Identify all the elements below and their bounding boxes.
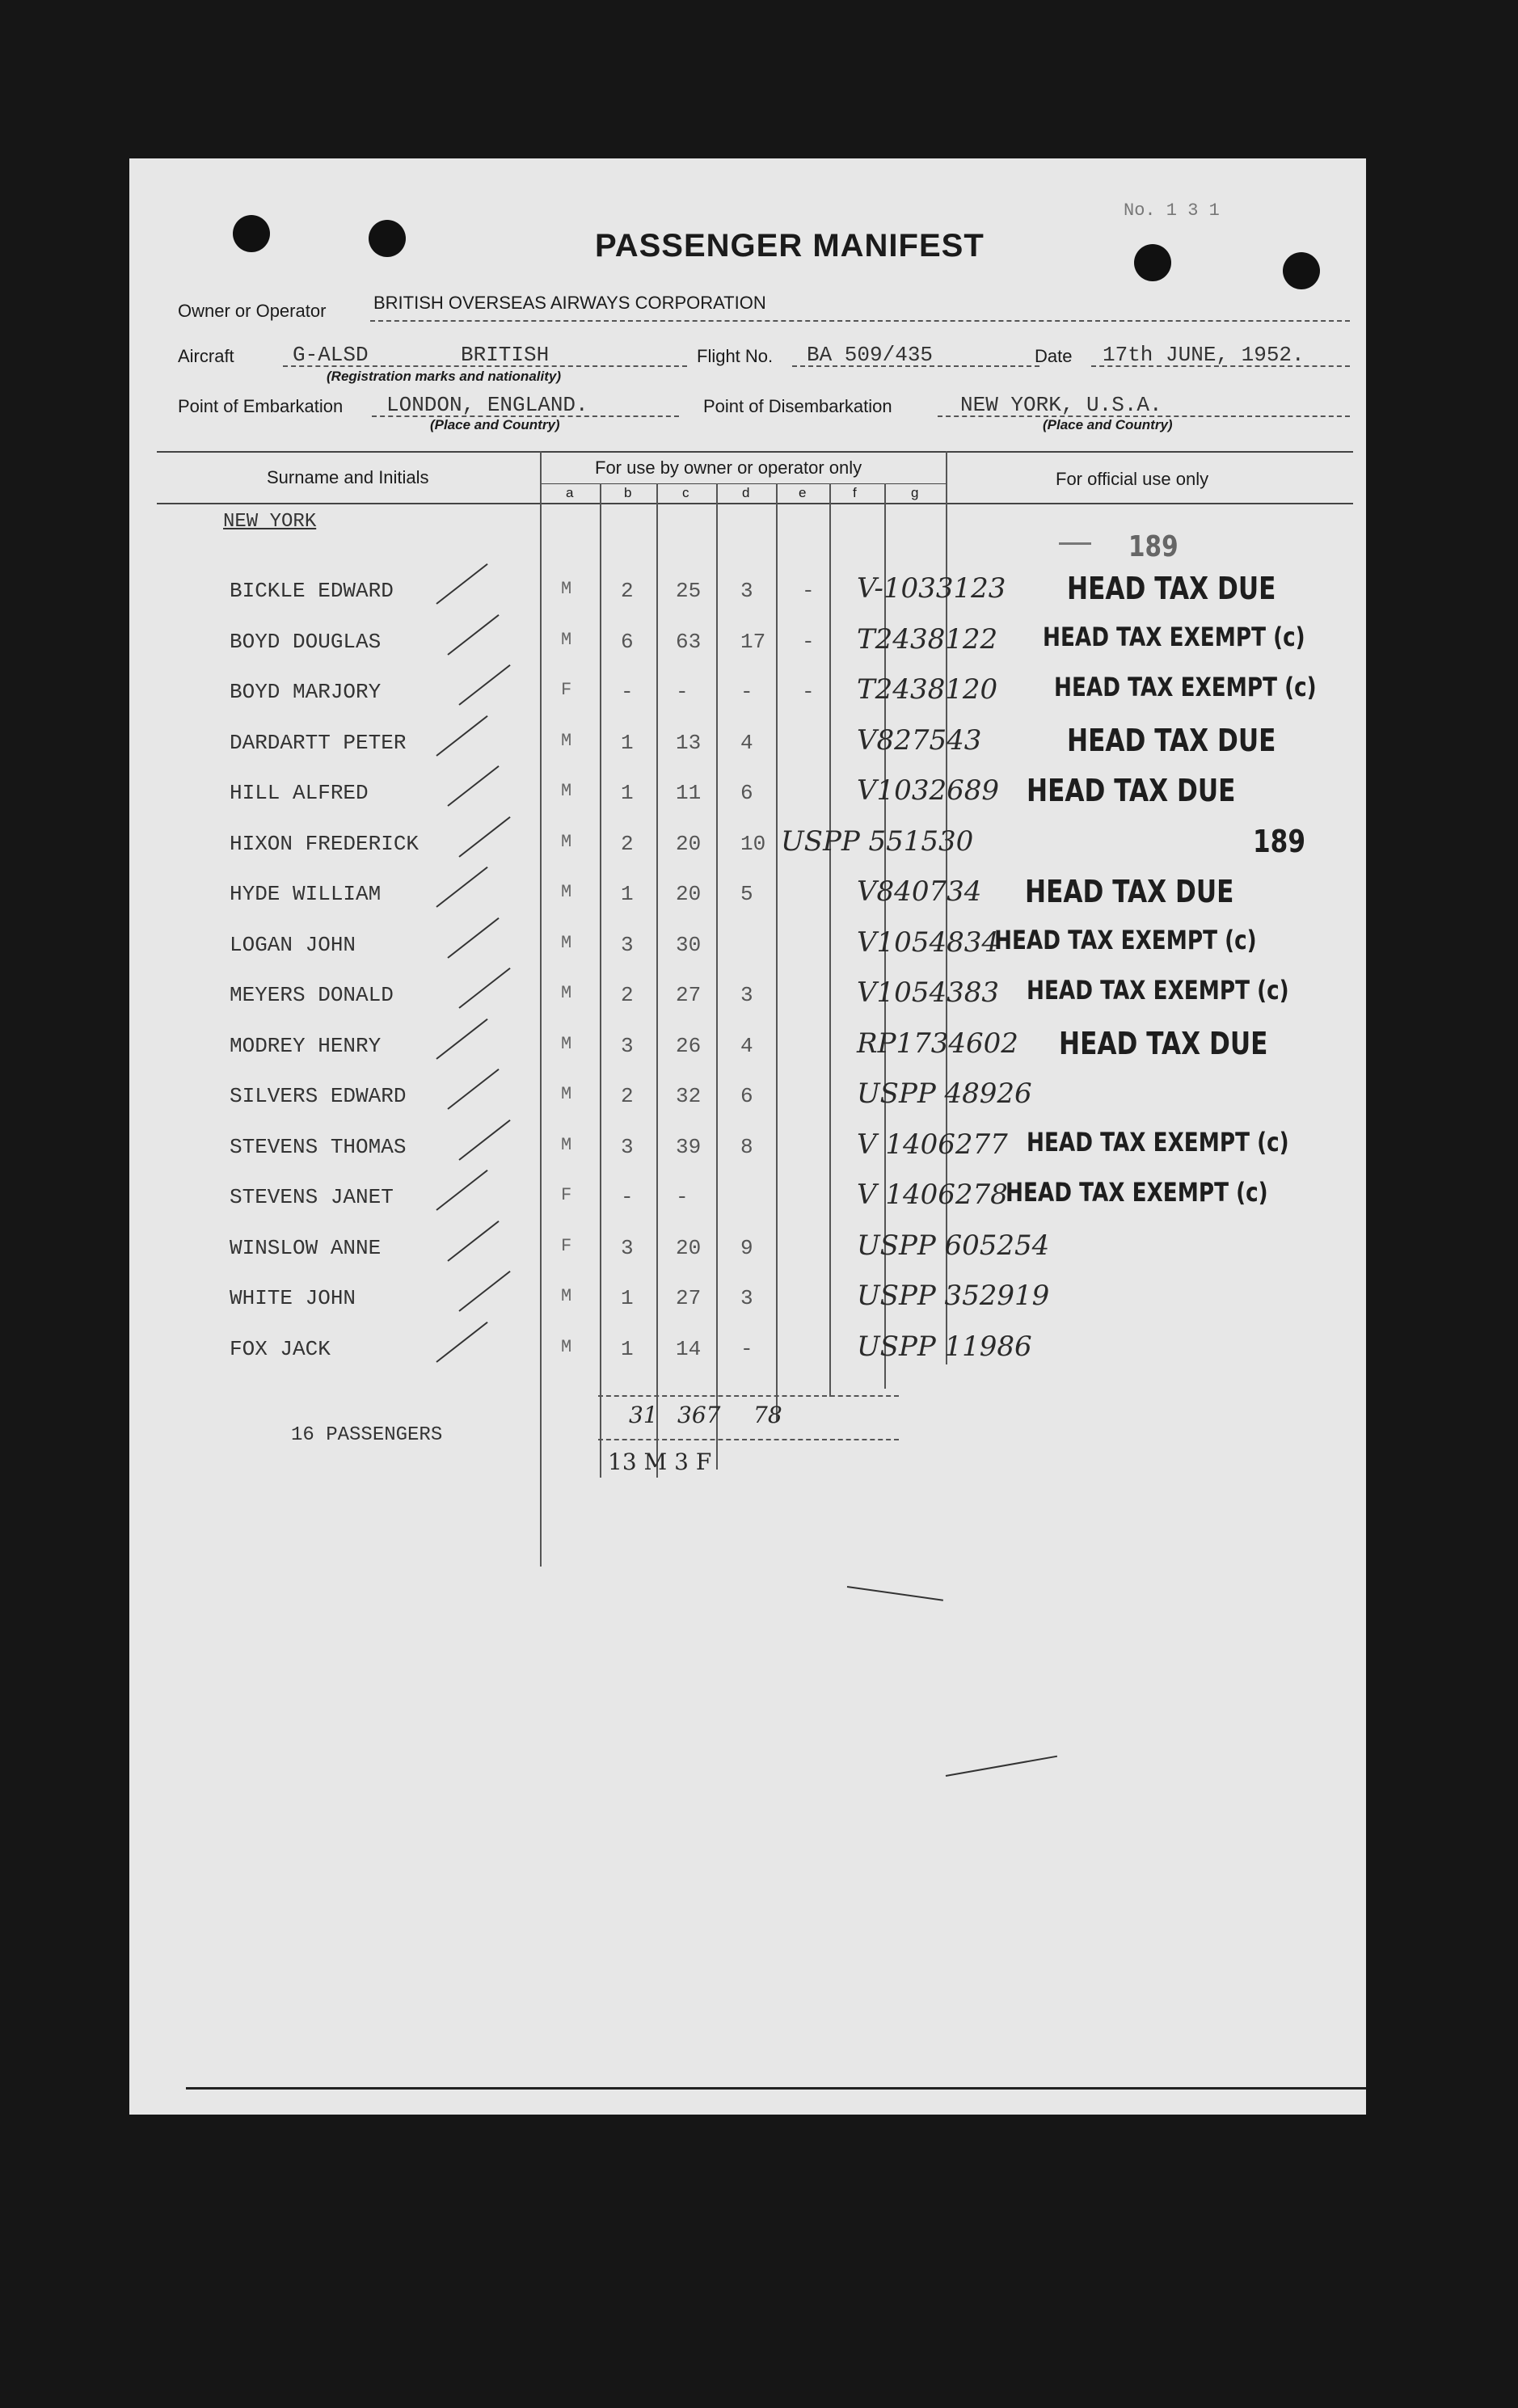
official-stamp-number: 189: [1128, 530, 1179, 563]
table-row-name: BICKLE EDWARD: [230, 579, 394, 603]
table-row-name: MEYERS DONALD: [230, 983, 394, 1007]
table-row-name: SILVERS EDWARD: [230, 1084, 407, 1108]
table-cell-document: V1054383: [857, 976, 999, 1009]
table-cell-a: M: [561, 1034, 572, 1054]
table-cell-b: 1: [621, 882, 634, 906]
table-cell-c: 26: [676, 1034, 702, 1058]
official-stamp: HEAD TAX DUE: [1027, 773, 1236, 808]
table-cell-b: 1: [621, 781, 634, 805]
table-cell-c: 13: [676, 731, 702, 755]
table-cell-b: 1: [621, 731, 634, 755]
table-cell-e: -: [802, 680, 815, 704]
date-label: Date: [1035, 346, 1073, 366]
disembarkation-sub: (Place and Country): [1043, 417, 1173, 432]
table-row-name: WINSLOW ANNE: [230, 1236, 382, 1260]
table-cell-b: -: [621, 680, 634, 704]
table-cell-d: 6: [740, 1084, 753, 1108]
sub-col-b: b: [624, 485, 632, 500]
table-cell-document: USPP 551530: [781, 825, 974, 858]
aircraft-nationality: BRITISH: [461, 343, 550, 367]
total-d: 78: [753, 1402, 782, 1428]
sub-col-a: a: [566, 485, 574, 500]
official-stamp: HEAD TAX DUE: [1067, 571, 1276, 606]
table-cell-d: 8: [740, 1135, 753, 1159]
table-cell-d: 6: [740, 781, 753, 805]
table-cell-e: -: [802, 630, 815, 654]
table-cell-document: USPP 48926: [857, 1077, 1032, 1110]
date-value: 17th JUNE, 1952.: [1103, 343, 1305, 367]
table-row-name: STEVENS THOMAS: [230, 1135, 407, 1159]
punch-hole: [1134, 244, 1171, 281]
disembarkation-value: NEW YORK, U.S.A.: [960, 393, 1162, 417]
official-stamp: HEAD TAX EXEMPT (c): [1027, 1127, 1289, 1158]
official-stamp: HEAD TAX EXEMPT (c): [994, 925, 1257, 955]
table-row-name: WHITE JOHN: [230, 1286, 356, 1310]
table-cell-d: 3: [740, 579, 753, 603]
table-cell-c: 63: [676, 630, 702, 654]
table-cell-d: 17: [740, 630, 766, 654]
embarkation-label: Point of Embarkation: [178, 396, 344, 416]
table-cell-b: 6: [621, 630, 634, 654]
embarkation-value: LONDON, ENGLAND.: [386, 393, 588, 417]
disembarkation-label: Point of Disembarkation: [703, 396, 892, 416]
table-cell-d: 4: [740, 731, 753, 755]
table-cell-c: 27: [676, 983, 702, 1007]
table-cell-c: 20: [676, 832, 702, 856]
table-row-name: BOYD DOUGLAS: [230, 630, 382, 654]
table-cell-a: F: [561, 680, 572, 700]
table-cell-document: USPP 11986: [857, 1331, 1032, 1363]
sub-col-c: c: [682, 485, 689, 500]
table-cell-a: M: [561, 781, 572, 801]
table-cell-c: 30: [676, 933, 702, 957]
table-cell-document: USPP 605254: [857, 1229, 1050, 1262]
embarkation-sub: (Place and Country): [430, 417, 560, 432]
owner-value: BRITISH OVERSEAS AIRWAYS CORPORATION: [373, 293, 766, 313]
table-cell-a: M: [561, 1084, 572, 1104]
aircraft-registration: G-ALSD: [293, 343, 369, 367]
table-cell-c: 39: [676, 1135, 702, 1159]
col-official-header: For official use only: [1056, 469, 1209, 489]
table-cell-document: V827543: [857, 724, 982, 757]
flight-number: BA 509/435: [807, 343, 934, 367]
table-cell-b: 2: [621, 579, 634, 603]
table-cell-d: 9: [740, 1236, 753, 1260]
table-cell-a: M: [561, 731, 572, 751]
col-owner-header: For use by owner or operator only: [595, 458, 862, 478]
table-cell-a: M: [561, 983, 572, 1003]
table-cell-b: -: [621, 1185, 634, 1209]
table-row-name: MODREY HENRY: [230, 1034, 382, 1058]
table-cell-c: 32: [676, 1084, 702, 1108]
official-stamp: HEAD TAX DUE: [1059, 1026, 1268, 1061]
table-cell-d: 3: [740, 1286, 753, 1310]
table-row-name: LOGAN JOHN: [230, 933, 356, 957]
punch-hole: [1283, 252, 1320, 289]
destination-heading: NEW YORK: [223, 511, 317, 533]
table-cell-document: V 1406278: [857, 1179, 1008, 1211]
table-cell-b: 2: [621, 832, 634, 856]
table-cell-a: M: [561, 1286, 572, 1306]
sub-col-g: g: [911, 485, 919, 500]
total-c: 367: [677, 1402, 721, 1428]
aircraft-label: Aircraft: [178, 346, 234, 366]
total-passengers-label: 16 PASSENGERS: [291, 1424, 443, 1446]
table-row-name: HIXON FREDERICK: [230, 832, 420, 856]
table-cell-document: V1032689: [857, 774, 999, 807]
col-surname-header: Surname and Initials: [267, 467, 429, 487]
table-cell-a: M: [561, 882, 572, 902]
official-stamp: HEAD TAX EXEMPT (c): [1006, 1177, 1268, 1208]
flight-label: Flight No.: [697, 346, 774, 366]
page-title: PASSENGER MANIFEST: [595, 228, 985, 264]
official-stamp: HEAD TAX EXEMPT (c): [1027, 975, 1289, 1006]
table-cell-c: 11: [676, 781, 702, 805]
table-cell-a: F: [561, 1236, 572, 1256]
table-cell-c: 20: [676, 882, 702, 906]
table-cell-d: 3: [740, 983, 753, 1007]
table-cell-b: 1: [621, 1337, 634, 1361]
table-cell-d: 5: [740, 882, 753, 906]
table-row-name: HYDE WILLIAM: [230, 882, 382, 906]
table-cell-c: -: [676, 680, 689, 704]
sub-col-e: e: [799, 485, 807, 500]
table-cell-a: M: [561, 1337, 572, 1357]
table-cell-b: 3: [621, 933, 634, 957]
table-cell-c: 20: [676, 1236, 702, 1260]
table-row-name: HILL ALFRED: [230, 781, 369, 805]
table-cell-b: 1: [621, 1286, 634, 1310]
table-cell-d: 4: [740, 1034, 753, 1058]
table-cell-document: RP1734602: [857, 1027, 1018, 1060]
table-row-name: DARDARTT PETER: [230, 731, 407, 755]
table-row-name: BOYD MARJORY: [230, 680, 382, 704]
manifest-sheet: [129, 158, 1366, 2115]
official-stamp: HEAD TAX DUE: [1025, 874, 1234, 909]
sub-col-d: d: [742, 485, 750, 500]
table-cell-b: 3: [621, 1135, 634, 1159]
table-cell-d: -: [740, 680, 753, 704]
total-b: 31: [629, 1402, 658, 1428]
table-cell-c: 25: [676, 579, 702, 603]
table-cell-document: V 1406277: [857, 1128, 1008, 1161]
official-stamp: HEAD TAX DUE: [1067, 723, 1276, 758]
table-cell-document: T2438120: [857, 673, 998, 706]
official-stamp: HEAD TAX EXEMPT (c): [1054, 672, 1317, 702]
table-cell-c: 27: [676, 1286, 702, 1310]
table-cell-a: M: [561, 832, 572, 852]
table-cell-d: -: [740, 1337, 753, 1361]
table-cell-b: 2: [621, 983, 634, 1007]
official-stamp: HEAD TAX EXEMPT (c): [1043, 622, 1305, 652]
table-cell-b: 3: [621, 1034, 634, 1058]
table-cell-e: -: [802, 579, 815, 603]
table-cell-b: 3: [621, 1236, 634, 1260]
table-cell-document: V1054834: [857, 926, 999, 959]
table-row-name: STEVENS JANET: [230, 1185, 394, 1209]
table-cell-a: M: [561, 933, 572, 953]
table-cell-a: M: [561, 579, 572, 599]
table-cell-c: -: [676, 1185, 689, 1209]
gender-summary: 13 M 3 F: [608, 1449, 712, 1475]
table-cell-a: M: [561, 1135, 572, 1155]
table-cell-d: 10: [740, 832, 766, 856]
table-cell-a: F: [561, 1185, 572, 1205]
corner-note: No. 1 3 1: [1124, 200, 1220, 221]
sub-col-f: f: [853, 485, 857, 500]
punch-hole: [233, 215, 270, 252]
table-cell-document: T2438122: [857, 623, 998, 656]
table-row-name: FOX JACK: [230, 1337, 331, 1361]
table-cell-document: V-1033123: [857, 572, 1006, 605]
aircraft-sub: (Registration marks and nationality): [327, 369, 561, 384]
table-cell-b: 2: [621, 1084, 634, 1108]
table-cell-c: 14: [676, 1337, 702, 1361]
owner-label: Owner or Operator: [178, 301, 327, 321]
official-stamp: 189: [1253, 824, 1306, 859]
table-cell-document: USPP 352919: [857, 1280, 1050, 1312]
table-cell-a: M: [561, 630, 572, 650]
table-cell-document: V840734: [857, 875, 982, 908]
punch-hole: [369, 220, 406, 257]
